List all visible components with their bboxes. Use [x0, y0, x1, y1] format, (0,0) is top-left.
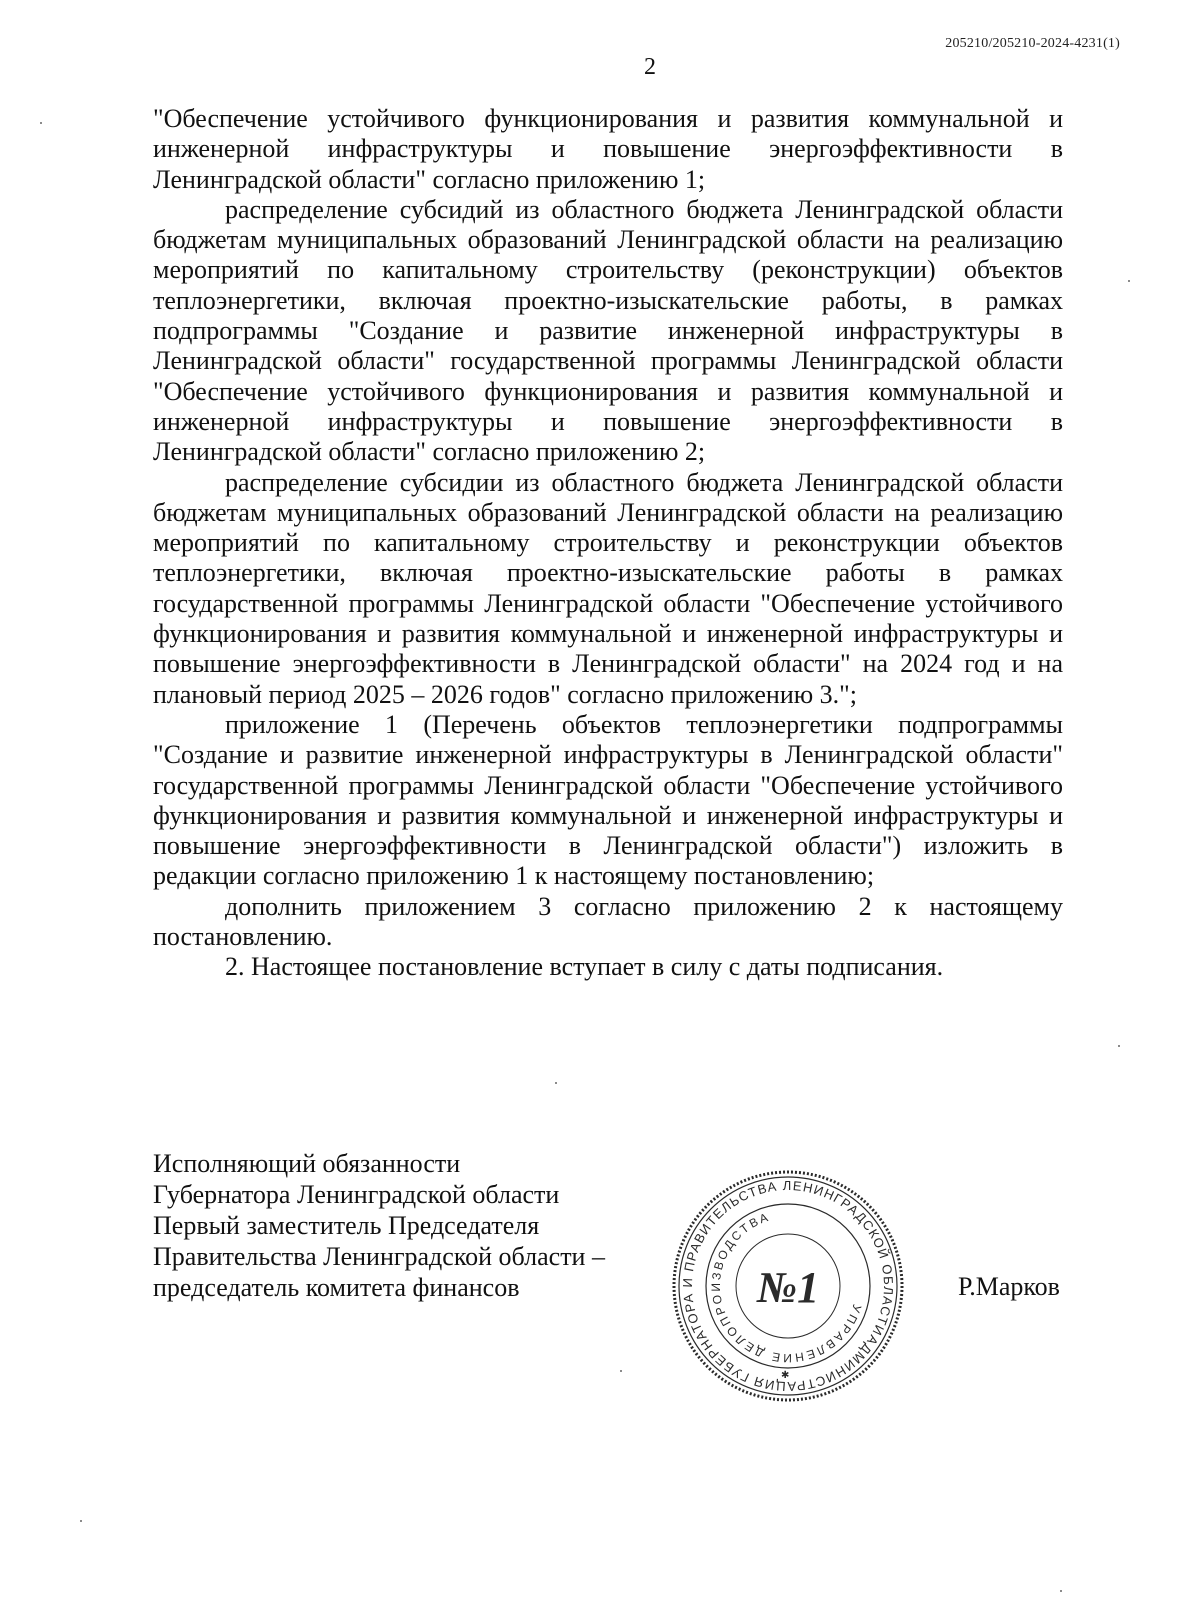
- seal-star-icon: ✱: [781, 1370, 790, 1381]
- paragraph-subsidy-appendix-3: распределение субсидии из областного бюджета Ленинградской области бюджетам муниципальных образований Ленинградской области на реализацию мероприятий по капитальному строительству и реконструкции объектов теплоэнергетики, включая проектно-изыскательские работы в рамках государственной программы Ленинградской области "Обеспечение устойчивого функционирования и развития коммунальной и инженерной инфраструктуры и повышение энергоэффективности в Ленинградской области" на 2024 год и на плановый период 2025 – 2026 годов" согласно приложению 3.";: [153, 467, 1063, 709]
- scan-speck: [620, 1370, 622, 1372]
- paragraph-appendix-1-edit: приложение 1 (Перечень объектов теплоэнергетики подпрограммы "Создание и развитие инженерной инфраструктуры в Ленинградской области" государственной программы Ленинградской области "Обеспечение устойчивого функционирования и развития коммунальной и инженерной инфраструктуры и повышение энергоэффективности в Ленинградской области") изложить в редакции согласно приложению 1 к настоящему постановлению;: [153, 709, 1063, 891]
- seal-number: №1: [756, 1263, 820, 1312]
- seal-inner-text: УПРАВЛЕНИЕ ДЕЛОПРОИЗВОДСТВА: [708, 1209, 865, 1366]
- official-seal-stamp: [668, 1166, 908, 1406]
- scan-speck: [40, 122, 42, 124]
- paragraph-subsidies-appendix-2: распределение субсидий из областного бюджета Ленинградской области бюджетам муниципальных образований Ленинградской области на реализацию мероприятий по капитальному строительству (реконструкции) объектов теплоэнергетики, включая проектно-изыскательские работы, в рамках подпрограммы "Создание и развитие инженерной инфраструктуры в Ленинградской области" государственной программы Ленинградской области "Обеспечение устойчивого функционирования и развития коммунальной и инженерной инфраструктуры и повышение энергоэффективности в Ленинградской области" согласно приложению 2;: [153, 194, 1063, 467]
- seal-graphic: [668, 1166, 908, 1406]
- signatory-title-line: Исполняющий обязанности: [153, 1149, 461, 1178]
- paragraph-add-appendix-3: дополнить приложением 3 согласно приложению 2 к настоящему постановлению.: [153, 891, 1063, 952]
- seal-outer-text: АДМИНИСТРАЦИЯ ГУБЕРНАТОРА И ПРАВИТЕЛЬСТВА ЛЕНИНГРАДСКОЙ ОБЛАСТИ: [679, 1177, 897, 1395]
- signatory-title-line: Губернатора Ленинградской области: [153, 1180, 560, 1209]
- signatory-name: Р.Марков: [958, 1272, 1060, 1301]
- signatory-title-line: Первый заместитель Председателя: [153, 1211, 540, 1240]
- signatory-title-line: председатель комитета финансов: [153, 1273, 520, 1302]
- document-registration-number: 205210/205210-2024-4231(1): [945, 36, 1120, 51]
- paragraph-continuation: "Обеспечение устойчивого функционирования и развития коммунальной и инженерной инфраструктуры и повышение энергоэффективности в Ленинградской области" согласно приложению 1;: [153, 104, 1063, 194]
- scan-speck: [1128, 280, 1130, 282]
- signatory-title: [153, 1148, 673, 1303]
- scan-speck: [1060, 1590, 1062, 1592]
- signatory-title-line: Правительства Ленинградской области –: [153, 1242, 605, 1271]
- scan-speck: [80, 1520, 82, 1522]
- scan-speck: [1118, 1045, 1120, 1047]
- document-body: [153, 104, 1063, 983]
- scan-speck: [555, 1082, 557, 1084]
- page-number: 2: [644, 54, 656, 80]
- paragraph-effective-date: 2. Настоящее постановление вступает в силу с даты подписания.: [225, 952, 944, 982]
